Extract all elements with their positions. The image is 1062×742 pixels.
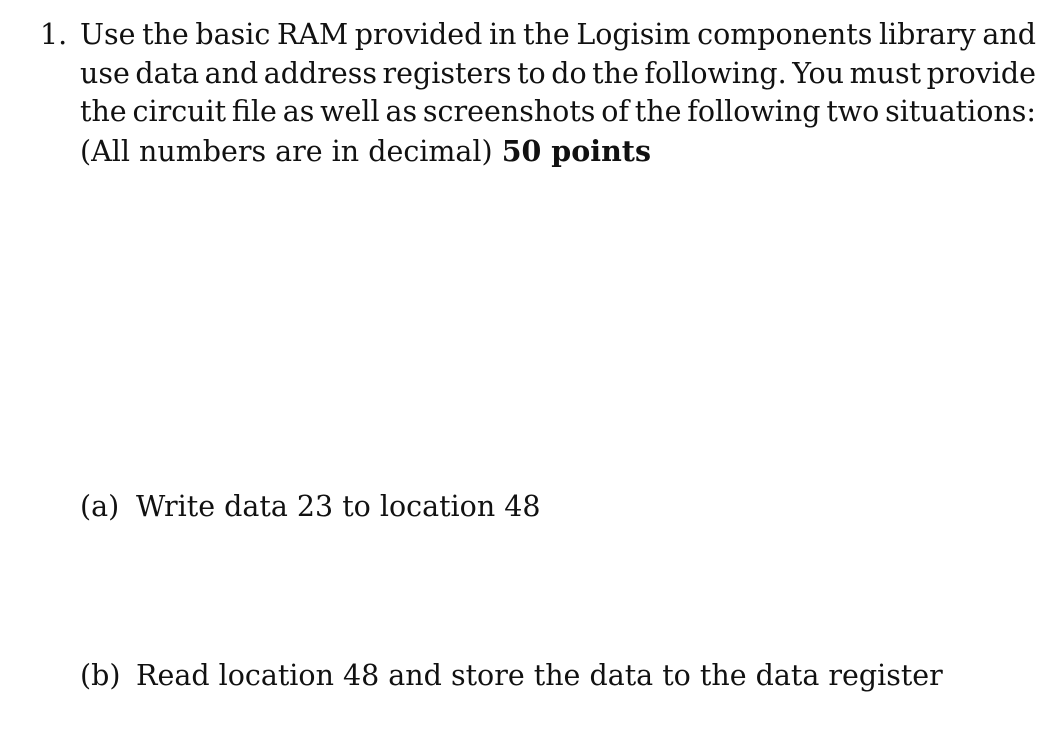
question-line-2-word: must bbox=[849, 56, 922, 90]
question-line-4 bbox=[80, 132, 1036, 172]
question-1 bbox=[40, 16, 1036, 171]
question-line-2 bbox=[80, 55, 1036, 94]
question-line-3-word: of bbox=[601, 95, 629, 128]
question-line-2-word: address bbox=[263, 56, 377, 90]
question-line-4-text: (All numbers are in decimal) bbox=[80, 134, 493, 168]
subpart-b bbox=[80, 657, 943, 695]
subpart-a-text: Write data 23 to location 48 bbox=[136, 490, 541, 523]
subpart-b-text: Read location 48 and store the data to the data register bbox=[136, 659, 943, 692]
question-line-3-word: screenshots bbox=[422, 95, 596, 128]
question-line-1-word: in bbox=[488, 18, 517, 51]
question-line-3-word: circuit bbox=[132, 95, 227, 128]
question-line-3-word: following bbox=[687, 95, 821, 128]
question-text bbox=[80, 16, 1036, 171]
question-line-2-word: following. bbox=[644, 56, 787, 90]
question-line-3-word: situations: bbox=[885, 95, 1036, 128]
question-line-3-word: the bbox=[80, 95, 127, 128]
question-line-1-word: the bbox=[142, 18, 189, 51]
question-line-1-word: provided bbox=[354, 18, 483, 51]
question-number: 1. bbox=[40, 18, 68, 51]
question-line-3-word: file bbox=[231, 95, 277, 128]
question-line-1-word: and bbox=[982, 18, 1036, 51]
question-line-3-word: the bbox=[634, 95, 682, 128]
question-line-1-word: the bbox=[523, 18, 570, 51]
subpart-a-label: (a) bbox=[80, 490, 120, 523]
question-line-1-word: basic bbox=[195, 18, 271, 51]
points-value: 50 points bbox=[501, 133, 651, 168]
subpart-b-label: (b) bbox=[80, 659, 121, 692]
question-line-1-word: Use bbox=[80, 18, 136, 51]
question-line-1-word: RAM bbox=[276, 18, 349, 51]
question-line-3-word: as bbox=[282, 95, 315, 128]
question-line-2-word: to bbox=[517, 56, 546, 90]
question-line-1-word: library bbox=[878, 18, 976, 51]
question-line-3-word: two bbox=[826, 95, 880, 128]
question-line-2-word: registers bbox=[382, 56, 512, 90]
question-line-2-word: do bbox=[551, 56, 587, 90]
question-line-1 bbox=[80, 16, 1036, 55]
question-line-2-word: provide bbox=[926, 56, 1036, 90]
question-line-2-word: and bbox=[204, 56, 259, 90]
question-line-3 bbox=[80, 93, 1036, 132]
subpart-a bbox=[80, 488, 541, 526]
question-line-2-word: You bbox=[792, 56, 845, 90]
question-line-3-word: well bbox=[320, 95, 380, 128]
question-line-2-word: the bbox=[592, 56, 639, 90]
question-line-1-word: Logisim bbox=[576, 18, 691, 51]
question-line-3-word: as bbox=[385, 95, 418, 128]
question-line-2-word: data bbox=[135, 56, 200, 90]
question-line-1-word: components bbox=[697, 18, 873, 51]
question-line-2-word: use bbox=[80, 56, 130, 90]
